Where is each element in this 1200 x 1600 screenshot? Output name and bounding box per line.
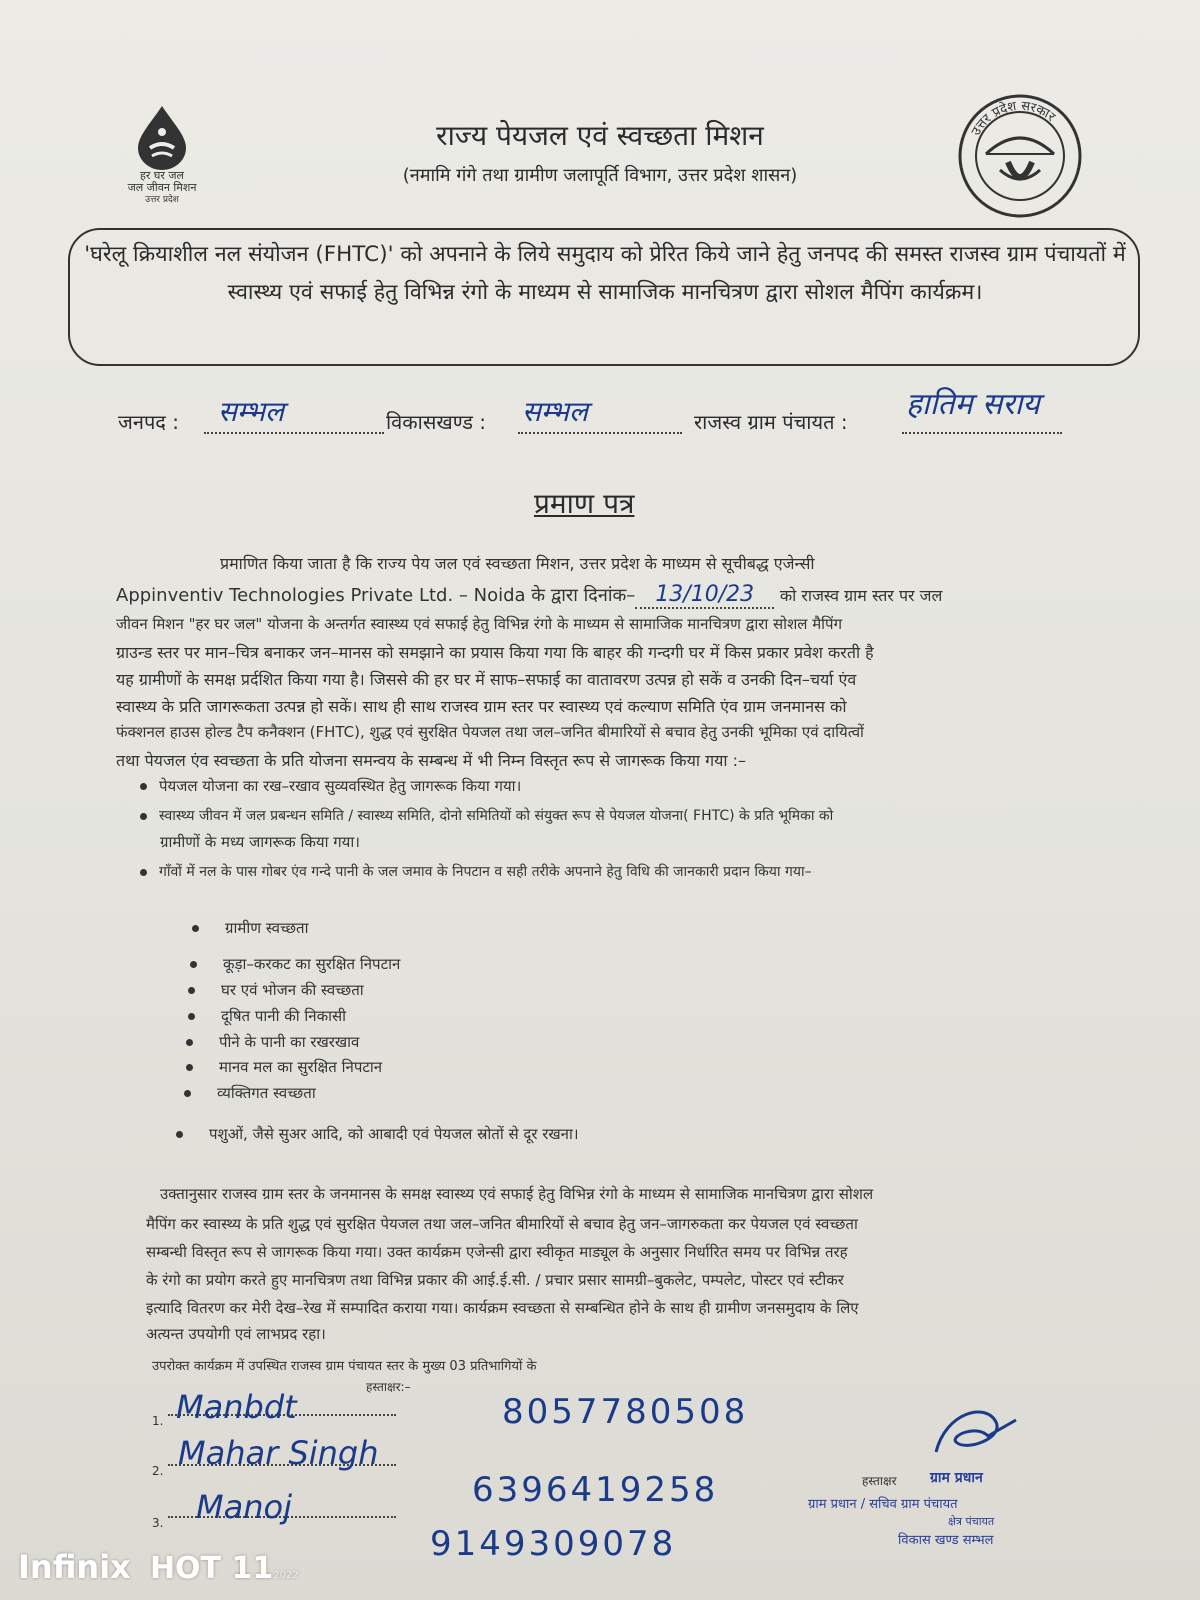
bullet-icon: [140, 813, 147, 820]
bullet-icon: [192, 925, 199, 932]
participants-intro: उपरोक्त कार्यक्रम में उपस्थित राजस्व ग्राम पंचायत स्तर के मुख्य 03 प्रतिभागियों के: [152, 1359, 537, 1374]
bullet-text: स्वास्थ्य जीवन में जल प्रबन्धन समिति / स्वास्थ्य समिति, दोनो समितियों को संयुक्त रूप से पेयजल योजना( FHTC) के प्रति भूमिका को: [159, 808, 834, 824]
seal-text: उत्तर प्रदेश सरकार: [968, 98, 1058, 139]
agency-suffix: को राजस्व ग्राम स्तर पर जल: [779, 586, 943, 605]
sub-list-item: [176, 1124, 579, 1144]
closing-line: मैपिंग कर स्वास्थ्य के प्रति शुद्ध एवं सुरक्षित पेयजल तथा जल–जनित बीमारियों से बचाव हेतु जन–जागरुकता कर पेयजल एवं स्वच्छता: [146, 1215, 858, 1233]
body-line: फंक्शनल हाउस होल्ड टैप कनैक्शन (FHTC), शुद्ध एवं सुरक्षित पेयजल तथा जल–जनित बीमारियों से बचाव हेतु उनकी भूमिका एवं दायित्वों: [116, 723, 864, 741]
bullet-icon: [188, 1013, 195, 1020]
har-ghar-jal-logo: [112, 104, 212, 206]
sub-item-text: मानव मल का सुरक्षित निपटान: [219, 1058, 383, 1076]
closing-line: सम्बन्धी विस्तृत रूप से जागरूक किया गया। उक्त कार्यक्रम एजेन्सी द्वारा स्वीकृत माड्यूल के अनुसार निर्धारित समय पर विभिन्न तरह: [146, 1243, 848, 1261]
officer-signature: [926, 1402, 1026, 1470]
participant-phone: 6396419258: [472, 1470, 719, 1510]
body-line: स्वास्थ्य के प्रति जागरूकता उत्पन्न हो सकें। साथ ही साथ राजस्व ग्राम स्तर पर स्वास्थ्य एवं कल्याण समिति एंव ग्राम जनमानस को: [116, 697, 847, 716]
bullet-item: [140, 776, 521, 796]
stamp-line: ग्राम प्रधान: [930, 1470, 983, 1486]
gram-panchayat-label: राजस्व ग्राम पंचायत :: [694, 410, 848, 434]
body-line: ग्राउन्ड स्तर पर मान–चित्र बनाकर जन–मानस को समझाने का प्रयास किया गया कि बाहर की गन्दगी घर में किस प्रकार प्रवेश करती है: [116, 643, 874, 662]
sub-item-text: पीने के पानी का रखरखाव: [219, 1033, 360, 1051]
block-value: सम्भल: [522, 395, 588, 428]
participant-phone: 9149309078: [430, 1524, 677, 1564]
stamp-line: ग्राम प्रधान / सचिव ग्राम पंचायत: [808, 1497, 958, 1512]
district-label: जनपद :: [118, 410, 180, 434]
bullet-text: पेयजल योजना का रख–रखाव सुव्यवस्थित हेतु जागरूक किया गया।: [159, 777, 522, 795]
logo-text-line: हर घर जल: [140, 169, 184, 182]
participant-number: 2.: [152, 1464, 164, 1478]
certificate-title: प्रमाण पत्र: [534, 487, 635, 520]
bullet-item: [140, 862, 812, 881]
sub-list-item: [186, 1057, 382, 1077]
gram-panchayat-value: हातिम सराय: [906, 387, 1040, 422]
participant-signature: Manoj: [196, 1488, 292, 1526]
handwritten-signature-icon: [926, 1402, 1026, 1466]
bullet-icon: [186, 1064, 193, 1071]
sub-list-item: [188, 980, 364, 1000]
bullet-continuation: ग्रामीणों के मध्य जागरूक किया गया।: [160, 833, 360, 851]
logo-text-line: उत्तर प्रदेश: [145, 195, 179, 205]
stamp-line: विकास खण्ड सम्भल: [898, 1533, 994, 1548]
agency-prefix: Appinventiv Technologies Private Ltd. – Noida के द्वारा दिनांक–: [116, 585, 636, 606]
sub-item-text: घर एवं भोजन की स्वच्छता: [221, 981, 364, 999]
body-line: यह ग्रामीणों के समक्ष प्रर्दशित किया गया है। जिससे की हर घर में साफ–सफाई का वातावरण उत्पन्न हो सकें व उनकी दिन–चर्या एंव: [116, 670, 857, 689]
bullet-icon: [186, 1039, 193, 1046]
bullet-icon: [176, 1131, 183, 1138]
org-title: राज्य पेयजल एवं स्वच्छता मिशन: [436, 119, 764, 152]
body-line: प्रमाणित किया जाता है कि राज्य पेय जल एवं स्वच्छता मिशन, उत्तर प्रदेश के माध्यम से सूचीबद्ध एजेन्सी: [220, 554, 815, 573]
sign-label: हस्ताक्षर: [862, 1474, 897, 1488]
body-line: जीवन मिशन "हर घर जल" योजना के अन्तर्गत स्वास्थ्य एवं सफाई हेतु विभिन्न रंगो के माध्यम से सामाजिक मानचित्रण द्वारा सोशल मैपिंग: [116, 615, 843, 633]
block-label: विकासखण्ड :: [386, 410, 487, 434]
sub-item-text: पशुओं, जैसे सुअर आदि, को आबादी एवं पेयजल स्रोतों से दूर रखना।: [209, 1125, 579, 1143]
watermark-brand: Infinix: [18, 1548, 131, 1586]
bullet-icon: [184, 1090, 191, 1097]
program-date: 13/10/23: [635, 582, 774, 609]
bullet-text: गाँवों में नल के पास गोबर एंव गन्दे पानी के जल जमाव के निपटान व सही तरीके अपनाने हेतु विधि की जानकारी प्रदान किया गया–: [159, 864, 812, 880]
bullet-item: [140, 806, 833, 825]
svg-text:उत्तर प्रदेश सरकार: [969, 99, 1059, 138]
sub-list-item: [186, 1032, 359, 1052]
sub-list-item: [188, 1006, 346, 1026]
logo-text-line: जल जीवन मिशन: [127, 181, 197, 194]
sub-item-text: कूड़ा–करकट का सुरक्षित निपटान: [223, 955, 401, 973]
body-line: तथा पेयजल एंव स्वच्छता के प्रति योजना समन्वय के सम्बन्ध में भी निम्न विस्तृत रूप से जागरूक किया गया :–: [116, 751, 746, 770]
watermark-year: 2022: [273, 1570, 299, 1581]
bullet-icon: [190, 961, 197, 968]
up-government-seal: [956, 92, 1084, 224]
agency-line: [116, 582, 942, 607]
district-value: सम्भल: [218, 395, 284, 428]
water-drop-icon: [132, 104, 192, 170]
bullet-icon: [188, 987, 195, 994]
sub-item-text: दूषित पानी की निकासी: [221, 1007, 347, 1025]
participant-number: 3.: [152, 1516, 164, 1530]
org-subtitle: (नमामि गंगे तथा ग्रामीण जलापूर्ति विभाग, उत्तर प्रदेश शासन): [402, 165, 798, 186]
bullet-icon: [140, 869, 147, 876]
emblem-icon: [956, 92, 1084, 220]
participant-phone: 8057780508: [502, 1392, 749, 1432]
closing-line: के रंगो का प्रयोग करते हुए मानचित्रण तथा विभिन्न प्रकार की आई.ई.सी. / प्रचार प्रसार सामग्री–बुकलेट, पम्पलेट, पोस्टर एवं स्टीकर: [146, 1271, 844, 1289]
signature-label: हस्ताक्षर:–: [366, 1380, 411, 1394]
participant-signature: Mahar Singh: [178, 1434, 379, 1472]
program-title: 'घरेलू क्रियाशील नल संयोजन (FHTC)' को अपनाने के लिये समुदाय को प्रेरित किये जाने हेतु जनपद की समस्त राजस्व ग्राम पंचायतों में स्वास्थ्य एवं सफाई हेतु विभिन्न रंगो के माध्यम से सामाजिक मानचित्रण द्वारा सोशल मैपिंग कार्यक्रम।: [84, 242, 1126, 305]
participant-number: 1.: [152, 1414, 164, 1428]
sub-item-text: व्यक्तिगत स्वच्छता: [217, 1084, 316, 1102]
stamp-line: क्षेत्र पंचायत: [948, 1515, 995, 1528]
participant-signature: Manbdt: [176, 1388, 297, 1426]
closing-line: अत्यन्त उपयोगी एवं लाभप्रद रहा।: [146, 1325, 326, 1343]
closing-line: उक्तानुसार राजस्व ग्राम स्तर के जनमानस के समक्ष स्वास्थ्य एवं सफाई हेतु विभिन्न रंगो के माध्यम से सामाजिक मानचित्रण द्वारा सोशल: [160, 1185, 874, 1203]
camera-watermark: [18, 1548, 299, 1586]
sub-item-text: ग्रामीण स्वच्छता: [225, 919, 309, 937]
sub-list-item: [192, 918, 308, 938]
sub-list-item: [184, 1083, 316, 1103]
bullet-icon: [140, 783, 147, 790]
closing-line: इत्यादि वितरण कर मेरी देख–रेख में सम्पादित कराया गया। कार्यक्रम स्वच्छता से सम्बन्धित होने के साथ ही ग्रामीण जनसमुदाय के लिए: [146, 1299, 859, 1317]
watermark-model: HOT 11: [149, 1551, 274, 1586]
sub-list-item: [190, 954, 400, 974]
